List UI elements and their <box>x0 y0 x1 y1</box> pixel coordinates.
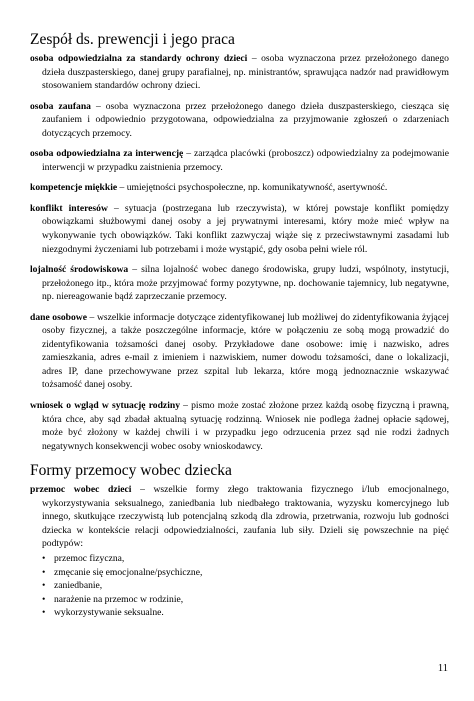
list-item-text: narażenie na przemoc w rodzinie, <box>54 593 184 605</box>
definition-term: osoba odpowiedzialna za standardy ochrony dzieci <box>30 53 248 64</box>
violence-subtypes-list <box>30 552 449 620</box>
list-item <box>42 579 449 593</box>
bullet-icon: • <box>42 566 46 578</box>
list-item <box>42 552 449 566</box>
section-heading-prevention-team: Zespół ds. prewencji i jego praca <box>30 31 235 48</box>
document-page <box>30 30 449 620</box>
bullet-icon: • <box>42 593 46 605</box>
definition-entry <box>30 311 449 392</box>
definition-entry <box>30 263 449 304</box>
definition-text: – pismo może zostać złożone przez każdą osobę fizyczną i prawną, która chce, aby sąd zbadał aktualną sytuację rodzinną. Wniosek nie podlega żadnej opłacie sądowej, może być złożony w każdej chwili i w przypadku jego odrzucenia przez sąd nie rodzi żadnych negatywnych konsekwencji wobec osoby wnioskodawcy. <box>42 400 449 452</box>
definition-entry <box>30 100 449 141</box>
definition-text: – osoba wyznaczona przez przełożonego danego dzieła duszpasterskiego, danej grupy parafialnej, np. ministrantów, sprawująca nadzór nad prawidłowym stosowaniem standardów ochrony dzieci. <box>42 53 449 92</box>
list-item-text: przemoc fizyczna, <box>54 552 125 564</box>
definition-text: – zarządca placówki (proboszcz) odpowiedzialny za podejmowanie interwencji w przypadku zaistnienia przemocy. <box>42 148 449 173</box>
definition-term: lojalność środowiskowa <box>30 264 129 276</box>
definition-text: – wszelkie formy złego traktowania fizycznego i/lub emocjonalnego, wykorzystywania seksualnego, zaniedbania lub niedbałego traktowania, wyzysku komercyjnego lub innego, skutkujące rzeczywistą lub potencjalną szkodą dla zdrowia, przetrwania, rozwoju lub godności dziecka w kontekście relacji odpowiedzialności, zaufania lub siły. Dzieli się powszechnie na pięć podtypów: <box>42 484 449 550</box>
definition-entry <box>30 399 449 453</box>
bullet-icon: • <box>42 607 46 619</box>
list-item <box>42 606 449 620</box>
definition-term: dane osobowe <box>30 311 87 323</box>
definition-term: konflikt interesów <box>30 202 108 214</box>
definition-term: osoba zaufana <box>30 100 91 112</box>
page-number: 11 <box>437 663 448 674</box>
definition-text: – osoba wyznaczona przez przełożonego danego dzieła duszpasterskiego, ciesząca się zaufaniem i odpowiednio przygotowana, odpowiedzialna za przyjmowanie zgłoszeń o zdarzeniach dotyczących przemocy. <box>42 100 449 139</box>
list-item-text: zaniedbanie, <box>54 580 103 592</box>
definition-entry <box>30 147 449 174</box>
bullet-icon: • <box>42 580 46 592</box>
list-item <box>42 593 449 607</box>
list-item <box>42 566 449 580</box>
definition-term: wniosek o wgląd w sytuację rodziny <box>30 400 180 412</box>
bullet-icon: • <box>42 552 46 564</box>
definition-text: – silna lojalność wobec danego środowiska, grupy ludzi, wspólnoty, instytucji, przełożonego itp., która może przyjmować formy pozytywne, np. dochowanie tajemnicy, lub negatywne, np. niereagowanie bądź zaprzeczanie przemocy. <box>42 264 449 303</box>
definition-entry <box>30 483 449 551</box>
list-item-text: wykorzystywanie seksualne. <box>54 607 164 619</box>
list-item-text: zmęcanie się emocjonalne/psychiczne, <box>54 566 203 578</box>
definition-term: kompetencje miękkie <box>30 182 118 194</box>
definition-entry <box>30 181 449 195</box>
definition-text: – wszelkie informacje dotyczące zidentyfikowanej lub możliwej do zidentyfikowania żyjącej osoby fizycznej, a także poszczególne informacje, które w połączeniu ze sobą mogą prowadzić do zidentyfikowania tożsamości danej osoby. Przykładowe dane osobowe: imię i nazwisko, adres zamieszkania, adres e-mail z imieniem i nazwiskiem, numer dowodu tożsamości, dane o lokalizacji, adres IP, dane przechowywane przez szpital lub lekarza, które mogą jednoznacznie wskazywać tożsamość danej osoby. <box>42 311 449 391</box>
definition-entry <box>30 202 449 256</box>
section-heading-forms-of-violence: Formy przemocy wobec dziecka <box>30 462 232 480</box>
definition-term: przemoc wobec dzieci <box>30 484 132 496</box>
definition-text: – umiejętności psychospołeczne, np. komunikatywność, asertywność. <box>117 182 388 194</box>
definition-text: – sytuacja (postrzegana lub rzeczywista), w której powstaje konflikt pomiędzy obowiązkami służbowymi danej osoby a jej prywatnymi interesami, który może mieć wpływ na wykonywanie tych obowiązków. Taki konflikt zazwyczaj wiąże się z przeciwstawnymi zasadami lub niezgodnymi życzeniami lub potrzebami i może wystąpić, gdy osoba pełni wiele ról. <box>42 202 449 255</box>
definition-term: osoba odpowiedzialna za interwencję <box>30 148 184 160</box>
definition-entry <box>30 52 449 93</box>
